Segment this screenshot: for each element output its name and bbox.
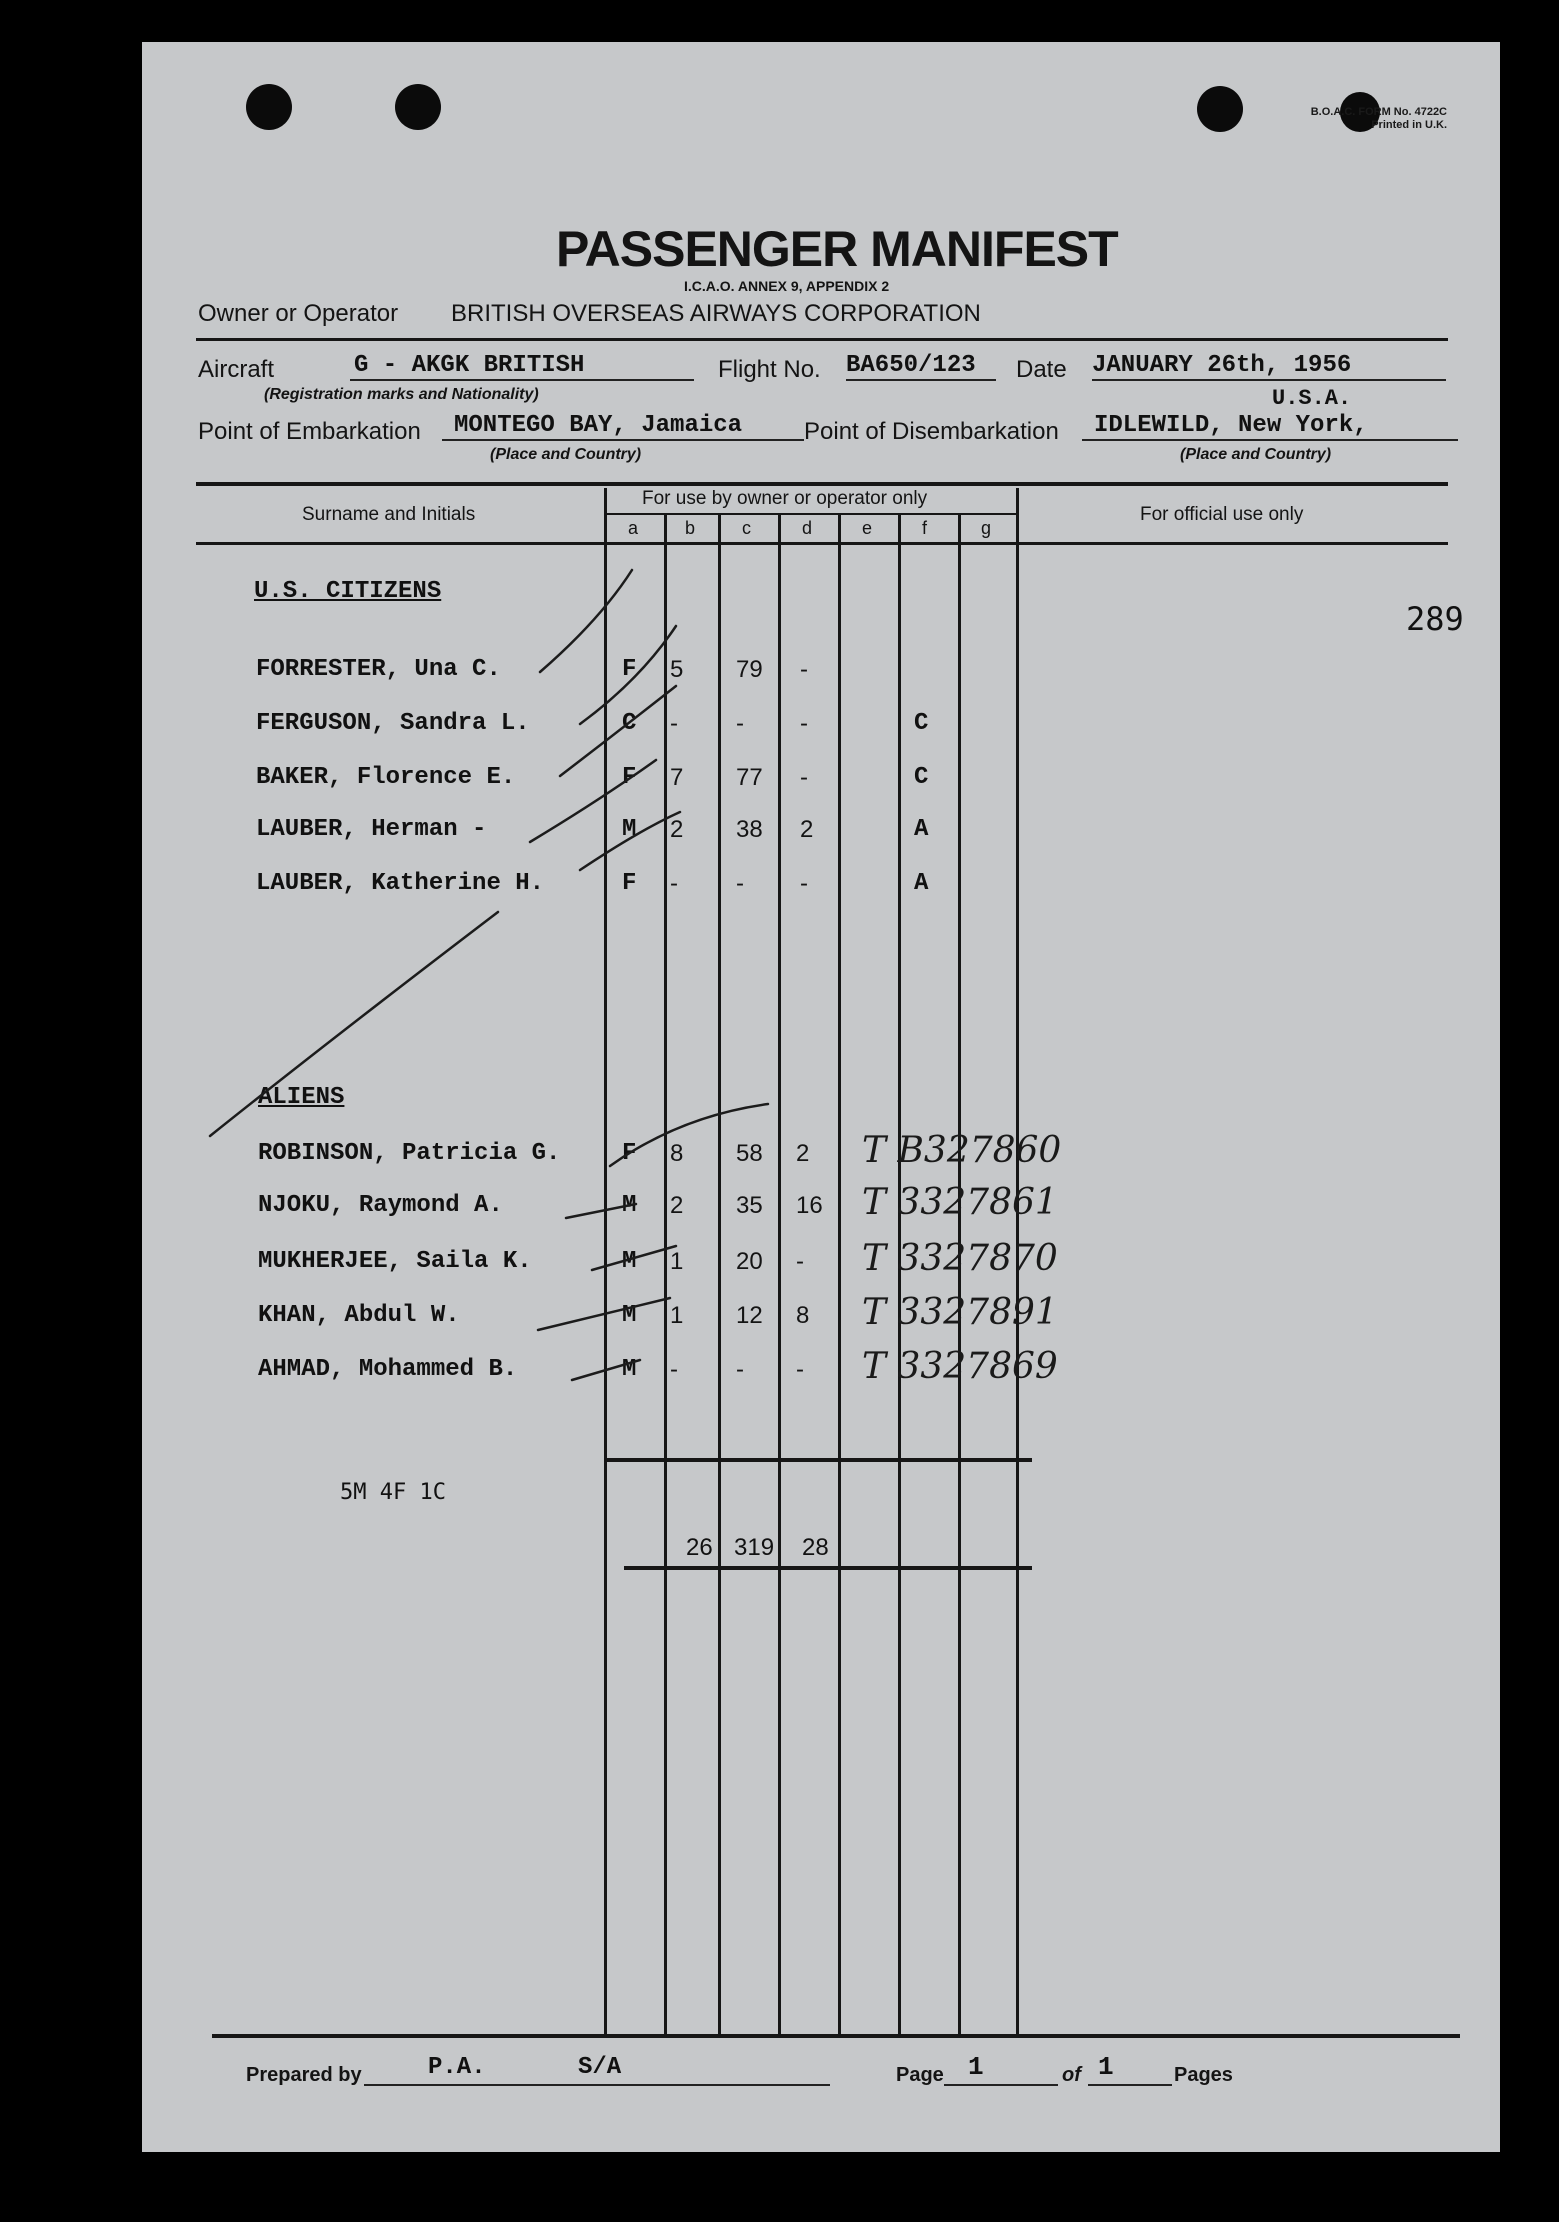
passenger-name: MUKHERJEE, Saila K.: [258, 1248, 532, 1275]
official-note: T 3327869: [862, 1346, 1058, 1387]
passenger-name: LAUBER, Herman -: [256, 816, 487, 843]
col-line-de: [838, 514, 841, 2034]
cell-d: -: [800, 710, 808, 737]
subcol-label-a: a: [628, 518, 639, 538]
cell-b: 1: [670, 1248, 684, 1275]
official-note: T 3327891: [862, 1292, 1058, 1333]
disembark-value: IDLEWILD, New York,: [1082, 412, 1458, 441]
page-label: Page: [896, 2064, 944, 2086]
of-label: of: [1062, 2064, 1081, 2086]
cell-c: 79: [736, 656, 763, 683]
page-number: 289: [1406, 600, 1464, 638]
cell-b: 2: [670, 816, 684, 843]
flight-value: BA650/123: [846, 352, 996, 381]
subcol-label-g: g: [981, 518, 992, 538]
cell-c: 12: [736, 1302, 763, 1329]
passenger-name: FORRESTER, Una C.: [256, 656, 501, 683]
col-operator-header: For use by owner or operator only: [642, 488, 928, 509]
col-line-cd: [778, 514, 781, 2034]
cell-d: 2: [800, 816, 814, 843]
cell-a: M: [622, 1356, 637, 1383]
cell-c: -: [736, 870, 744, 897]
cell-a: C: [622, 710, 637, 737]
cell-a: M: [622, 1192, 637, 1219]
cell-d: 16: [796, 1192, 823, 1219]
footer-rule: [212, 2034, 1460, 2038]
col-line-a-left: [604, 488, 607, 2034]
disembark-country: U.S.A.: [1272, 386, 1352, 411]
cell-d: -: [800, 656, 808, 683]
passenger-name: AHMAD, Mohammed B.: [258, 1356, 518, 1383]
passenger-name: LAUBER, Katherine H.: [256, 870, 545, 897]
embark-value: MONTEGO BAY, Jamaica: [442, 412, 804, 441]
cell-b: 2: [670, 1192, 684, 1219]
subcol-label-c: c: [742, 518, 751, 538]
cell-a: F: [622, 1140, 637, 1167]
date-label: Date: [1016, 356, 1067, 383]
cell-c: 77: [736, 764, 763, 791]
embark-note: (Place and Country): [490, 446, 642, 463]
total-d: 28: [802, 1534, 829, 1561]
totals-top-rule: [606, 1458, 1032, 1462]
cell-f: C: [914, 764, 929, 791]
passenger-name: ROBINSON, Patricia G.: [258, 1140, 561, 1167]
official-note: T 3327870: [862, 1238, 1058, 1279]
cell-c: 20: [736, 1248, 763, 1275]
form-code: [1311, 106, 1447, 132]
total-c: 319: [734, 1534, 775, 1561]
flight-label: Flight No.: [718, 356, 821, 383]
cell-b: 8: [670, 1140, 684, 1167]
cell-a: M: [622, 816, 637, 843]
total-b: 26: [686, 1534, 713, 1561]
cell-d: -: [800, 870, 808, 897]
col-line-ab: [664, 514, 667, 2034]
passenger-name: BAKER, Florence E.: [256, 764, 516, 791]
cell-b: 7: [670, 764, 684, 791]
owner-value: BRITISH OVERSEAS AIRWAYS CORPORATION: [451, 300, 981, 327]
page-subtitle: I.C.A.O. ANNEX 9, APPENDIX 2: [684, 278, 890, 294]
punch-hole-right: [1197, 86, 1243, 132]
cell-d: 2: [796, 1140, 810, 1167]
cell-c: 38: [736, 816, 763, 843]
cell-c: -: [736, 1356, 744, 1383]
header-rule: [196, 338, 1448, 341]
pages-label: Pages: [1174, 2064, 1233, 2086]
cell-a: M: [622, 1248, 637, 1275]
aircraft-value: G - AKGK BRITISH: [350, 352, 694, 381]
passenger-name: KHAN, Abdul W.: [258, 1302, 460, 1329]
prepared-value-2: S/A: [578, 2054, 622, 2081]
table-top-rule: [196, 482, 1448, 486]
cell-a: F: [622, 870, 637, 897]
cell-f: A: [914, 816, 929, 843]
subcol-label-f: f: [922, 518, 928, 538]
page-title: PASSENGER MANIFEST: [556, 221, 1118, 277]
form-code-line2: Printed in U.K.: [1371, 119, 1447, 131]
cell-f: A: [914, 870, 929, 897]
section-aliens: ALIENS: [258, 1084, 345, 1111]
col-line-bc: [718, 514, 721, 2034]
col-surname-header: Surname and Initials: [302, 504, 476, 525]
cell-d: -: [796, 1356, 804, 1383]
embark-label: Point of Embarkation: [198, 418, 421, 445]
punch-hole-center: [395, 84, 441, 130]
official-note: T 3327861: [862, 1182, 1058, 1223]
cell-d: 8: [796, 1302, 810, 1329]
subcol-label-d: d: [802, 518, 813, 538]
owner-label: Owner or Operator: [198, 300, 399, 327]
aircraft-note: (Registration marks and Nationality): [264, 386, 539, 403]
official-note: T B327860: [862, 1130, 1062, 1171]
table-header-rule: [196, 542, 1448, 545]
subcol-label-e: e: [862, 518, 873, 538]
page-line: [944, 2058, 1058, 2086]
form-code-line1: B.O.A.C. FORM No. 4722C: [1310, 106, 1447, 118]
cell-a: M: [622, 1302, 637, 1329]
disembark-label: Point of Disembarkation: [804, 418, 1059, 445]
cell-c: 35: [736, 1192, 763, 1219]
of-value: 1: [1098, 2052, 1114, 2082]
col-official-header: For official use only: [1140, 504, 1304, 525]
date-value: JANUARY 26th, 1956: [1092, 352, 1446, 381]
subcol-label-b: b: [685, 518, 696, 538]
disembark-note: (Place and Country): [1180, 446, 1332, 463]
prepared-value: P.A.: [428, 2054, 486, 2081]
cell-b: -: [670, 1356, 678, 1383]
cell-b: 5: [670, 656, 684, 683]
cell-c: 58: [736, 1140, 763, 1167]
cell-c: -: [736, 710, 744, 737]
aircraft-label: Aircraft: [198, 356, 275, 383]
passenger-counts: 5M 4F 1C: [340, 1480, 446, 1505]
cell-b: 1: [670, 1302, 684, 1329]
section-us-citizens: U.S. CITIZENS: [254, 578, 442, 605]
cell-f: C: [914, 710, 929, 737]
prepared-label: Prepared by: [246, 2064, 362, 2086]
cell-b: -: [670, 870, 678, 897]
page-value: 1: [968, 2052, 984, 2082]
passenger-name: FERGUSON, Sandra L.: [256, 710, 530, 737]
cell-a: F: [622, 764, 637, 791]
cell-a: F: [622, 656, 637, 683]
punch-hole-left: [246, 84, 292, 130]
totals-bottom-rule: [624, 1566, 1032, 1570]
cell-d: -: [796, 1248, 804, 1275]
cell-d: -: [800, 764, 808, 791]
passenger-name: NJOKU, Raymond A.: [258, 1192, 503, 1219]
cell-b: -: [670, 710, 678, 737]
